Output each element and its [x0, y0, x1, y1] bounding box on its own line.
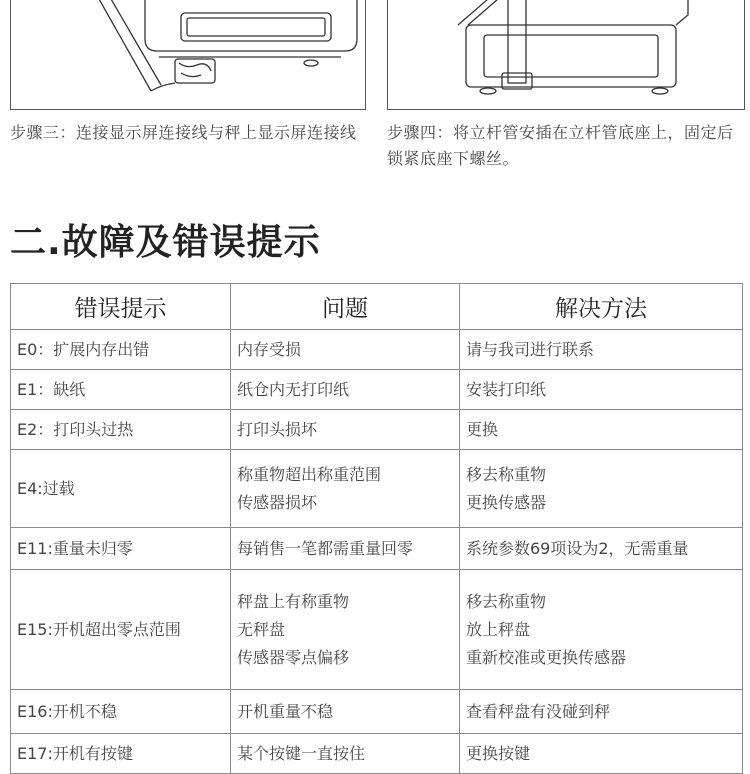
- solution-cell: [460, 690, 743, 734]
- scale-display-cable-drawing: [11, 0, 365, 109]
- solution-line: 放上秤盘: [466, 619, 531, 639]
- solution-line: 安装打印纸: [466, 379, 547, 399]
- step4-illustration: [387, 0, 745, 110]
- table-row: [11, 370, 743, 410]
- step4-caption: 步骤四：将立杆管安插在立杆管底座上，固定后锁紧底座下螺丝。: [387, 123, 734, 168]
- solution-cell: [460, 528, 743, 570]
- problem-line: 开机重量不稳: [237, 701, 334, 721]
- solution-line: 系统参数69项设为2，无需重量: [466, 538, 689, 558]
- error-code-cell: E17:开机有按键: [11, 734, 231, 774]
- table-row: [11, 734, 743, 774]
- error-code-cell: E4:过载: [11, 450, 231, 528]
- table-header-row: [11, 284, 743, 330]
- table-row: [11, 450, 743, 528]
- error-code-cell: E0：扩展内存出错: [11, 330, 231, 370]
- problem-cell: [231, 410, 460, 450]
- problem-line: 每销售一笔都需重量回零: [237, 538, 414, 558]
- table-row: [11, 410, 743, 450]
- solution-line: 更换按键: [466, 743, 531, 763]
- solution-cell: [460, 370, 743, 410]
- table-row: [11, 570, 743, 690]
- problem-cell: [231, 450, 460, 528]
- problem-cell: [231, 370, 460, 410]
- solution-line: 更换传感器: [466, 492, 547, 512]
- solution-cell: [460, 410, 743, 450]
- table-row: [11, 330, 743, 370]
- table-row: [11, 528, 743, 570]
- header-solution: 解决方法: [460, 284, 743, 330]
- solution-line: 查看秤盘有没碰到秤: [466, 701, 611, 721]
- problem-line: 秤盘上有称重物: [237, 591, 350, 611]
- solution-cell: [460, 330, 743, 370]
- step3-illustration: [10, 0, 366, 110]
- solution-line: 更换: [466, 419, 499, 439]
- problem-cell: [231, 528, 460, 570]
- solution-line: 重新校准或更换传感器: [466, 647, 627, 667]
- problem-cell: [231, 330, 460, 370]
- solution-cell: [460, 450, 743, 528]
- header-error-code: 错误提示: [11, 284, 231, 330]
- section-title: 二.故障及错误提示: [10, 222, 321, 263]
- error-code-cell: E2：打印头过热: [11, 410, 231, 450]
- table-row: [11, 690, 743, 734]
- header-problem: 问题: [231, 284, 460, 330]
- solution-line: 请与我司进行联系: [466, 339, 595, 359]
- error-table: [10, 283, 743, 774]
- solution-cell: [460, 570, 743, 690]
- solution-line: 移去称重物: [466, 591, 547, 611]
- problem-line: 某个按键一直按住: [237, 743, 366, 763]
- problem-line: 无秤盘: [237, 619, 286, 639]
- problem-line: 传感器零点偏移: [237, 647, 350, 667]
- pole-base-drawing: [388, 0, 744, 109]
- solution-cell: [460, 734, 743, 774]
- problem-cell: [231, 570, 460, 690]
- step3-caption: 步骤三：连接显示屏连接线与秤上显示屏连接线: [10, 123, 357, 142]
- problem-line: 称重物超出称重范围: [237, 464, 382, 484]
- error-code-cell: E15:开机超出零点范围: [11, 570, 231, 690]
- solution-line: 移去称重物: [466, 464, 547, 484]
- problem-line: 打印头损坏: [237, 419, 318, 439]
- problem-line: 传感器损坏: [237, 492, 318, 512]
- error-code-cell: E16:开机不稳: [11, 690, 231, 734]
- error-code-cell: E11:重量未归零: [11, 528, 231, 570]
- error-code-cell: E1：缺纸: [11, 370, 231, 410]
- problem-cell: [231, 734, 460, 774]
- problem-line: 内存受损: [237, 339, 302, 359]
- problem-line: 纸仓内无打印纸: [237, 379, 350, 399]
- problem-cell: [231, 690, 460, 734]
